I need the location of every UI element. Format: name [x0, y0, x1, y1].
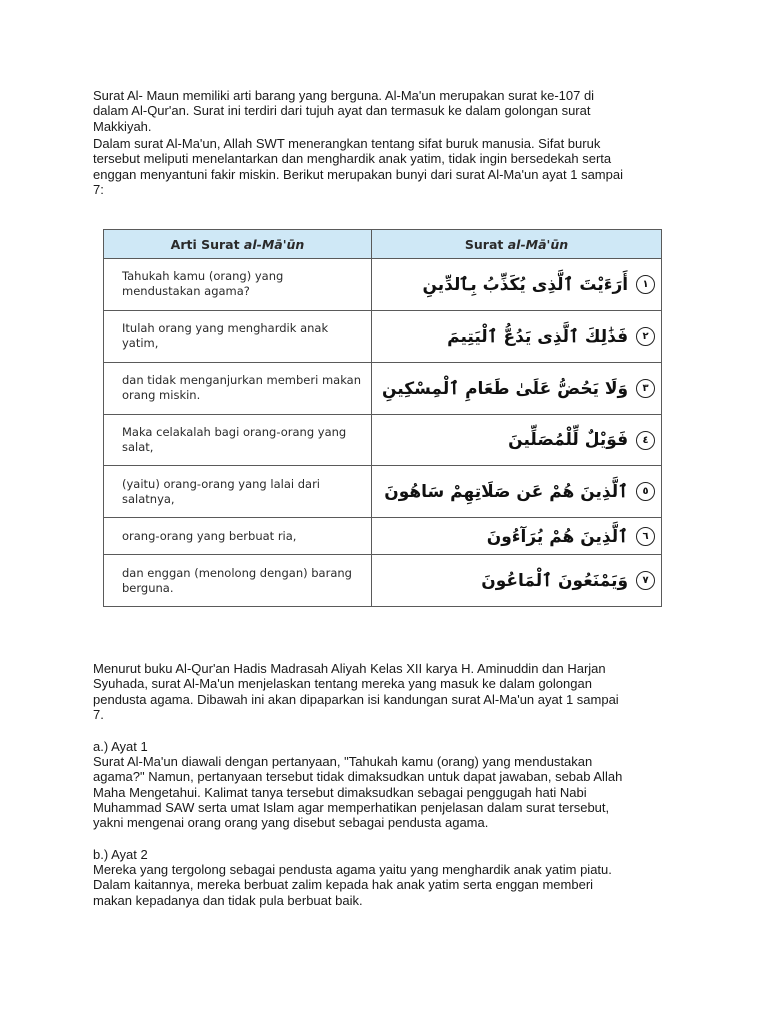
text-line: makan kepadanya dan tidak pula berbuat baik. — [93, 892, 363, 908]
verse-meaning: dan tidak menganjurkan memberi makan orang miskin. — [104, 362, 372, 414]
verse-number-badge: ٧ — [636, 571, 655, 590]
surah-table — [103, 229, 662, 607]
arabic-text: وَلَا يَحُضُّ عَلَىٰ طَعَامِ ٱلْمِسْكِينِ — [382, 378, 629, 399]
verse-arabic — [372, 310, 662, 362]
verse-meaning: Itulah orang yang menghardik anak yatim, — [104, 310, 372, 362]
header-arabic: Surat al-Mā'ūn — [372, 230, 662, 259]
text-line: Surat Al-Ma'un diawali dengan pertanyaan, "Tahukah kamu (orang) yang mendustakan — [93, 754, 593, 769]
verse-number-badge: ١ — [636, 275, 655, 294]
table-row — [104, 466, 662, 518]
verse-number-badge: ٦ — [636, 527, 655, 546]
verse-meaning: Maka celakalah bagi orang-orang yang salat, — [104, 414, 372, 466]
verse-arabic — [372, 362, 662, 414]
header-meaning: Arti Surat al-Mā'ūn — [104, 230, 372, 259]
body-paragraph-1 — [93, 661, 683, 722]
body-paragraph-ayat-1 — [93, 754, 683, 830]
text-line: tersebut meliputi menelantarkan dan menghardik anak yatim, tidak ingin bersedekah serta — [93, 151, 612, 167]
text-line: Syuhada, surat Al-Ma'un menjelaskan tentang mereka yang masuk ke dalam golongan — [93, 676, 592, 692]
verse-number-badge: ٤ — [636, 431, 655, 450]
verse-arabic — [372, 414, 662, 466]
arabic-text: فَوَيْلٌ لِّلْمُصَلِّينَ — [508, 430, 629, 450]
text-line: Makkiyah. — [93, 118, 152, 134]
text-line: Mereka yang tergolong sebagai pendusta agama yaitu yang menghardik anak yatim piatu. — [93, 862, 612, 877]
table-row — [104, 310, 662, 362]
verse-arabic — [372, 466, 662, 518]
text-line: enggan menyantuni fakir miskin. Berikut merupakan bunyi dari surat Al-Ma'un ayat 1 sampai — [93, 166, 623, 182]
verse-meaning: Tahukah kamu (orang) yang mendustakan agama? — [104, 259, 372, 311]
verse-arabic — [372, 259, 662, 311]
heading-ayat-2: b.) Ayat 2 — [93, 847, 148, 862]
arabic-text: وَيَمْنَعُونَ ٱلْمَاعُونَ — [481, 571, 629, 592]
text-line: yakni mengenai orang orang yang disebut sebagai pendusta agama. — [93, 815, 489, 831]
table-row — [104, 518, 662, 555]
text-line: Muhammad SAW serta umat Islam agar memperhatikan penjelasan dalam surat tersebut, — [93, 799, 610, 815]
table-row — [104, 362, 662, 414]
intro-paragraph-2 — [93, 136, 683, 197]
arabic-text: أَرَءَيْتَ ٱلَّذِى يُكَذِّبُ بِٱلدِّينِ — [422, 274, 629, 295]
verse-meaning: dan enggan (menolong dengan) barang berguna. — [104, 555, 372, 607]
table-row — [104, 259, 662, 311]
text-line: Dalam kaitannya, mereka berbuat zalim kepada hak anak yatim serta enggan memberi — [93, 877, 594, 893]
text-line: Maha Mengetahui. Kalimat tanya tersebut dimaksudkan sebagai penggugah hati Nabi — [93, 784, 587, 800]
verse-arabic — [372, 518, 662, 555]
intro-paragraph-1 — [93, 88, 683, 134]
heading-ayat-1: a.) Ayat 1 — [93, 739, 148, 754]
text-line: dalam Al-Qur'an. Surat ini terdiri dari tujuh ayat dan termasuk ke dalam golongan surat — [93, 103, 591, 119]
verse-number-badge: ٥ — [636, 482, 655, 501]
arabic-text: ٱلَّذِينَ هُمْ يُرَآءُونَ — [486, 526, 629, 547]
body-paragraph-ayat-2 — [93, 862, 683, 908]
text-line: 7: — [93, 181, 104, 197]
text-line: Dalam surat Al-Ma'un, Allah SWT menerangkan tentang sifat buruk manusia. Sifat buruk — [93, 136, 601, 151]
verse-meaning: orang-orang yang berbuat ria, — [104, 518, 372, 555]
text-line: Menurut buku Al-Qur'an Hadis Madrasah Aliyah Kelas XII karya H. Aminuddin dan Harjan — [93, 661, 606, 676]
text-line: agama?" Namun, pertanyaan tersebut tidak dimaksudkan untuk dapat jawaban, sebab Allah — [93, 769, 623, 785]
verse-number-badge: ٣ — [636, 379, 655, 398]
text-line: 7. — [93, 706, 104, 722]
text-line: Surat Al- Maun memiliki arti barang yang berguna. Al-Ma'un merupakan surat ke-107 di — [93, 88, 595, 103]
text-line: pendusta agama. Dibawah ini akan dipaparkan isi kandungan surat Al-Ma'un ayat 1 sampai — [93, 691, 619, 707]
table-header-row — [104, 230, 662, 259]
arabic-text: ٱلَّذِينَ هُمْ عَن صَلَاتِهِمْ سَاهُونَ — [384, 482, 629, 503]
verse-arabic — [372, 555, 662, 607]
verse-meaning: (yaitu) orang-orang yang lalai dari salatnya, — [104, 466, 372, 518]
table-row — [104, 414, 662, 466]
arabic-text: فَذَٰلِكَ ٱلَّذِى يَدُعُّ ٱلْيَتِيمَ — [447, 326, 629, 347]
verse-number-badge: ٢ — [636, 327, 655, 346]
table-row — [104, 555, 662, 607]
